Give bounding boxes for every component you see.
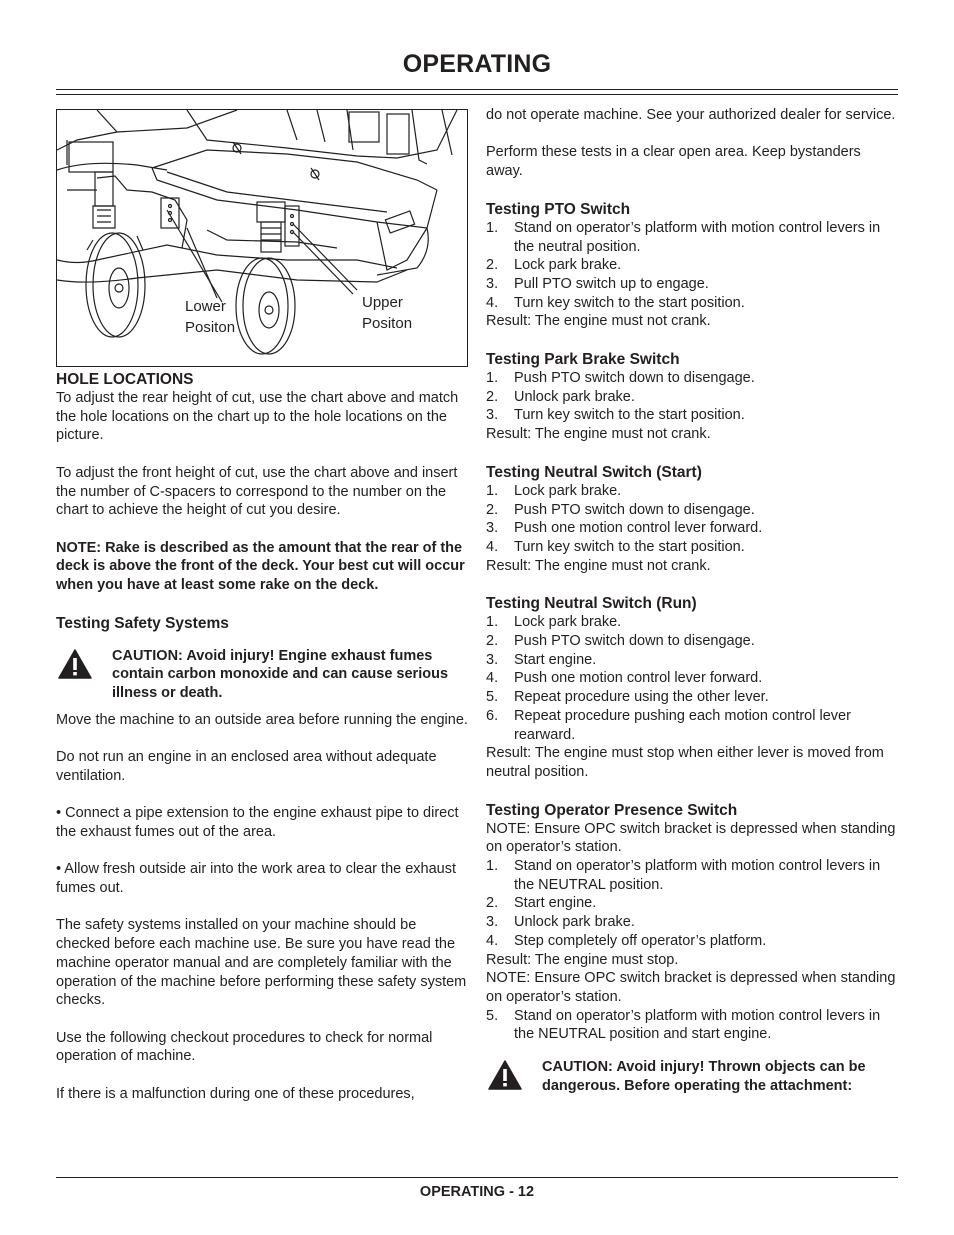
step-text: Start engine. bbox=[514, 651, 597, 668]
step-text: Push one motion control lever forward. bbox=[514, 670, 763, 687]
step-item bbox=[486, 669, 898, 688]
step-text: Unlock park brake. bbox=[514, 388, 635, 405]
step-number: 5. bbox=[486, 689, 499, 706]
step-item bbox=[486, 256, 898, 275]
step-text: Lock park brake. bbox=[514, 482, 622, 499]
step-number: 2. bbox=[486, 501, 499, 518]
step-number: 1. bbox=[486, 219, 499, 236]
header-rule bbox=[56, 94, 898, 95]
step-number: 2. bbox=[486, 388, 499, 405]
step-text: Lock park brake. bbox=[514, 614, 622, 631]
opc-steps-continued bbox=[486, 1007, 898, 1044]
step-list bbox=[486, 613, 898, 744]
caution-block bbox=[486, 1058, 898, 1114]
lower-position-label: Lower Positon bbox=[185, 298, 236, 336]
step-item bbox=[486, 369, 898, 388]
step-number: 3. bbox=[486, 407, 499, 424]
page-footer: OPERATING - 12 bbox=[419, 1184, 535, 1200]
step-number: 3. bbox=[486, 275, 499, 292]
step-number: 1. bbox=[486, 614, 499, 631]
opc-note: NOTE: Ensure OPC switch bracket is depressed when standing on operator’s station. bbox=[486, 820, 896, 856]
step-item bbox=[486, 632, 898, 651]
step-number: 3. bbox=[486, 914, 499, 931]
step-number: 3. bbox=[486, 520, 499, 537]
paragraph: The safety systems installed on your machine should be checked before each machine use. Be sure you have read the machine operator manual and are completely familiar with the operation of the machine before performing these safety system checks. bbox=[56, 917, 467, 1009]
step-number: 4. bbox=[486, 538, 499, 555]
paragraph: To adjust the rear height of cut, use the chart above and match the hole locations on the chart up to the hole locations on the picture. bbox=[56, 390, 459, 444]
warning-triangle-icon bbox=[58, 649, 92, 679]
step-text: Start engine. bbox=[514, 895, 597, 912]
bullet-item: • Allow fresh outside air into the work area to clear the exhaust fumes out. bbox=[56, 861, 457, 897]
step-item bbox=[486, 688, 898, 707]
upper-position-label: Upper Positon bbox=[362, 294, 413, 332]
rake-note: NOTE: Rake is described as the amount that the rear of the deck is above the front of the deck. Your best cut will occur when you have at least some rake on the deck. bbox=[56, 539, 465, 593]
section-heading: Testing PTO Switch bbox=[486, 200, 631, 218]
section-heading: Testing Park Brake Switch bbox=[486, 351, 680, 369]
section-heading: Testing Neutral Switch (Start) bbox=[486, 463, 702, 481]
result-text: Result: The engine must not crank. bbox=[486, 426, 711, 443]
step-item bbox=[486, 932, 898, 951]
step-text: Turn key switch to the start position. bbox=[514, 294, 745, 311]
paragraph: Perform these tests in a clear open area. Keep bystanders away. bbox=[486, 144, 861, 180]
step-list bbox=[486, 482, 898, 557]
step-number: 4. bbox=[486, 670, 499, 687]
step-item bbox=[486, 219, 898, 256]
page-title: OPERATING bbox=[402, 50, 552, 78]
step-text: Push PTO switch down to disengage. bbox=[514, 501, 755, 518]
step-item bbox=[486, 651, 898, 670]
step-number: 4. bbox=[486, 932, 499, 949]
left-column bbox=[56, 370, 468, 1103]
paragraph: Use the following checkout procedures to check for normal operation of machine. bbox=[56, 1029, 433, 1065]
step-text: Repeat procedure using the other lever. bbox=[514, 689, 769, 706]
opc-note: NOTE: Ensure OPC switch bracket is depressed when standing on operator’s station. bbox=[486, 970, 896, 1005]
step-number: 2. bbox=[486, 895, 499, 912]
result-text: Result: The engine must stop. bbox=[486, 951, 679, 968]
result-text: Result: The engine must not crank. bbox=[486, 313, 711, 330]
section-heading: Testing Operator Presence Switch bbox=[486, 801, 738, 819]
caution-block bbox=[56, 647, 468, 703]
caution-text: CAUTION: Avoid injury! Thrown objects can be dangerous. Before operating the attachment: bbox=[542, 1059, 866, 1094]
step-item bbox=[486, 519, 898, 538]
step-list bbox=[486, 369, 898, 425]
step-text: Turn key switch to the start position. bbox=[514, 538, 745, 555]
step-item bbox=[486, 538, 898, 557]
step-number: 2. bbox=[486, 633, 499, 650]
step-item bbox=[486, 406, 898, 425]
section-heading: Testing Safety Systems bbox=[56, 614, 229, 632]
step-text: Stand on operator’s platform with motion control levers in the NEUTRAL position and start engine. bbox=[514, 1007, 881, 1043]
caution-text: CAUTION: Avoid injury! Engine exhaust fumes contain carbon monoxide and can cause serious illness or death. bbox=[112, 647, 449, 702]
paragraph: Move the machine to an outside area before running the engine. bbox=[56, 711, 468, 728]
paragraph: do not operate machine. See your authorized dealer for service. bbox=[486, 107, 896, 123]
header-rule bbox=[56, 89, 898, 90]
warning-triangle-icon bbox=[488, 1060, 522, 1090]
step-text: Step completely off operator’s platform. bbox=[514, 932, 767, 949]
right-column bbox=[486, 106, 898, 1114]
step-item bbox=[486, 857, 898, 894]
footer-rule bbox=[56, 1177, 898, 1178]
deck-hole-locations-figure bbox=[56, 109, 468, 367]
step-item bbox=[486, 1007, 898, 1044]
step-number: 2. bbox=[486, 257, 499, 274]
step-number: 4. bbox=[486, 294, 499, 311]
step-item bbox=[486, 894, 898, 913]
step-text: Push one motion control lever forward. bbox=[514, 520, 763, 537]
step-text: Stand on operator’s platform with motion control levers in the NEUTRAL position. bbox=[514, 858, 881, 893]
step-text: Repeat procedure pushing each motion control lever rearward. bbox=[514, 707, 851, 743]
step-item bbox=[486, 275, 898, 294]
opc-steps bbox=[486, 857, 898, 951]
step-text: Stand on operator’s platform with motion control levers in the neutral position. bbox=[514, 219, 881, 255]
section-heading: Testing Neutral Switch (Run) bbox=[486, 595, 697, 613]
paragraph: Do not run an engine in an enclosed area without adequate ventilation. bbox=[56, 749, 437, 784]
step-item bbox=[486, 501, 898, 520]
step-item bbox=[486, 707, 898, 744]
step-text: Turn key switch to the start position. bbox=[514, 407, 745, 424]
paragraph: To adjust the front height of cut, use the chart above and insert the number of C-spacers to correspond to the number on the chart to achieve the height of cut you desire. bbox=[56, 464, 458, 519]
step-item bbox=[486, 482, 898, 501]
step-text: Pull PTO switch up to engage. bbox=[514, 275, 709, 292]
step-item bbox=[486, 613, 898, 632]
step-item bbox=[486, 388, 898, 407]
section-heading: HOLE LOCATIONS bbox=[56, 371, 194, 388]
step-number: 1. bbox=[486, 482, 499, 499]
step-text: Push PTO switch down to disengage. bbox=[514, 370, 755, 387]
step-item bbox=[486, 294, 898, 313]
step-number: 6. bbox=[486, 707, 499, 724]
step-item bbox=[486, 913, 898, 932]
step-number: 1. bbox=[486, 370, 499, 387]
bullet-item: • Connect a pipe extension to the engine exhaust pipe to direct the exhaust fumes out of the area. bbox=[56, 805, 459, 840]
step-number: 3. bbox=[486, 651, 499, 668]
result-text: Result: The engine must not crank. bbox=[486, 557, 711, 574]
test-sections bbox=[486, 200, 898, 782]
paragraph: If there is a malfunction during one of these procedures, bbox=[56, 1085, 415, 1102]
step-list bbox=[486, 219, 898, 313]
step-number: 1. bbox=[486, 858, 499, 875]
step-text: Push PTO switch down to disengage. bbox=[514, 633, 755, 650]
step-text: Lock park brake. bbox=[514, 257, 622, 274]
result-text: Result: The engine must stop when either lever is moved from neutral position. bbox=[486, 745, 884, 780]
step-text: Unlock park brake. bbox=[514, 914, 635, 931]
step-number: 5. bbox=[486, 1007, 499, 1024]
